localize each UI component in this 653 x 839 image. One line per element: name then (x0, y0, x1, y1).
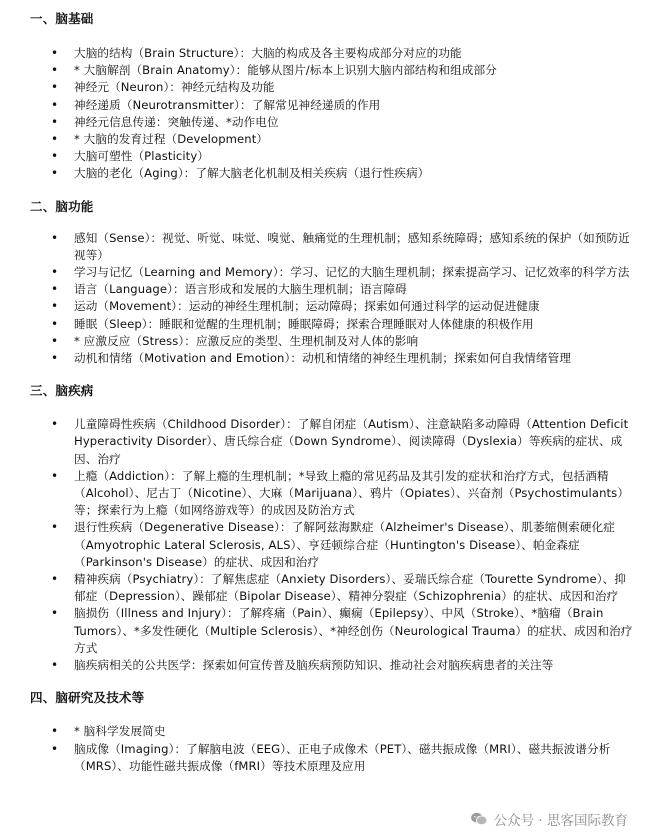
section-brain-function (0, 198, 653, 368)
list-item: • 学习与记忆（Learning and Memory）：学习、记忆的大脑生理机制；探索提高学习、记忆效率的科学方法 (0, 264, 653, 281)
list-item: • 大脑的老化（Aging）：了解大脑老化机制及相关疾病（退行性疾病） (0, 165, 653, 182)
list-item: • 动机和情绪（Motivation and Emotion）：动机和情绪的神经生理机制；探索如何自我情绪管理 (0, 350, 653, 367)
list-item: • 儿童障碍性疾病（Childhood Disorder）：了解自闭症（Autism）、注意缺陷多动障碍（Attention Deficit Hyperactivity Disorder）、唐氏综合症（Down Syndrome）、阅读障碍（Dyslexia）等疾病的症状、成因、治疗 (0, 416, 653, 468)
section-brain-basics (0, 10, 653, 183)
section-title: 一、脑基础 (30, 11, 94, 26)
section-brain-research (0, 689, 653, 775)
list-item: • 睡眠（Sleep）：睡眠和觉醒的生理机制；睡眠障碍；探索合理睡眠对人体健康的积极作用 (0, 316, 653, 333)
list-item: • 精神疾病（Psychiatry）：了解焦虑症（Anxiety Disorders）、妥瑞氏综合症（Tourette Syndrome）、抑郁症（Depression）、躁郁症（Bipolar Disease）、精神分裂症（Schizophrenia）的症状、成因和治疗 (0, 571, 653, 605)
list-item: • 大脑可塑性（Plasticity） (0, 148, 653, 165)
list-item: • 脑成像（Imaging）：了解脑电波（EEG）、正电子成像术（PET）、磁共振成像（MRI）、磁共振波谱分析（MRS）、功能性磁共振成像（fMRI）等技术原理及应用 (0, 741, 653, 775)
list-item: • 语言（Language）：语言形成和发展的大脑生理机制；语言障碍 (0, 281, 653, 298)
list-item: • 神经元信息传递：突触传递、*动作电位 (0, 114, 653, 131)
list-item: • 上瘾（Addiction）：了解上瘾的生理机制；*导致上瘾的常见药品及其引发的症状和治疗方式，包括酒精（Alcohol）、尼古丁（Nicotine）、大麻（Marijuana）、鸦片（Opiates）、兴奋剂（Psychostimulants）等；探索行为上瘾（如网络游戏等）的成因及防治方式 (0, 468, 653, 520)
section-brain-disease (0, 382, 653, 674)
list-item: • 神经元（Neuron）：神经元结构及功能 (0, 79, 653, 96)
list-item: • 运动（Movement）：运动的神经生理机制；运动障碍；探索如何通过科学的运动促进健康 (0, 298, 653, 315)
list-item: • 感知（Sense）：视觉、听觉、味觉、嗅觉、触痛觉的生理机制；感知系统障碍；感知系统的保护（如预防近视等） (0, 230, 653, 264)
list-item: • 退行性疾病（Degenerative Disease）：了解阿兹海默症（Alzheimer's Disease）、肌萎缩侧索硬化症（Amyotrophic Lateral Sclerosis, ALS）、亨廷顿综合症（Huntington's Disease）、帕金森症（Parkinson's Disease）的症状、成因和治疗 (0, 519, 653, 571)
section-list (0, 723, 653, 775)
watermark (470, 809, 628, 829)
list-item: • * 应激反应（Stress）：应激反应的类型、生理机制及对人体的影响 (0, 333, 653, 350)
section-title: 四、脑研究及技术等 (30, 690, 145, 706)
list-item: • * 大脑解剖（Brain Anatomy）：能够从图片/标本上识别大脑内部结构和组成部分 (0, 62, 653, 79)
section-list (0, 416, 653, 674)
list-item: • 神经递质（Neurotransmitter）：了解常见神经递质的作用 (0, 97, 653, 114)
section-list (0, 45, 653, 183)
list-item: • * 大脑的发育过程（Development） (0, 131, 653, 148)
list-item: • 大脑的结构（Brain Structure）：大脑的构成及各主要构成部分对应的功能 (0, 45, 653, 62)
list-item: • * 脑科学发展简史 (0, 723, 653, 740)
section-title: 二、脑功能 (30, 198, 94, 214)
section-title: 三、脑疾病 (30, 383, 94, 399)
list-item: • 脑损伤（Illness and Injury）：了解疼痛（Pain）、癫痫（Epilepsy）、中风（Stroke）、*脑瘤（Brain Tumors）、*多发性硬化（Multiple Sclerosis）、*神经创伤（Neurological Trauma）的症状、成因和治疗方式 (0, 605, 653, 657)
wechat-icon (470, 812, 488, 826)
section-list (0, 230, 653, 368)
watermark-text: 公众号 · 思客国际教育 (493, 813, 628, 829)
list-item: • 脑疾病相关的公共医学：探索如何宣传普及脑疾病预防知识、推动社会对脑疾病患者的关注等 (0, 657, 653, 674)
